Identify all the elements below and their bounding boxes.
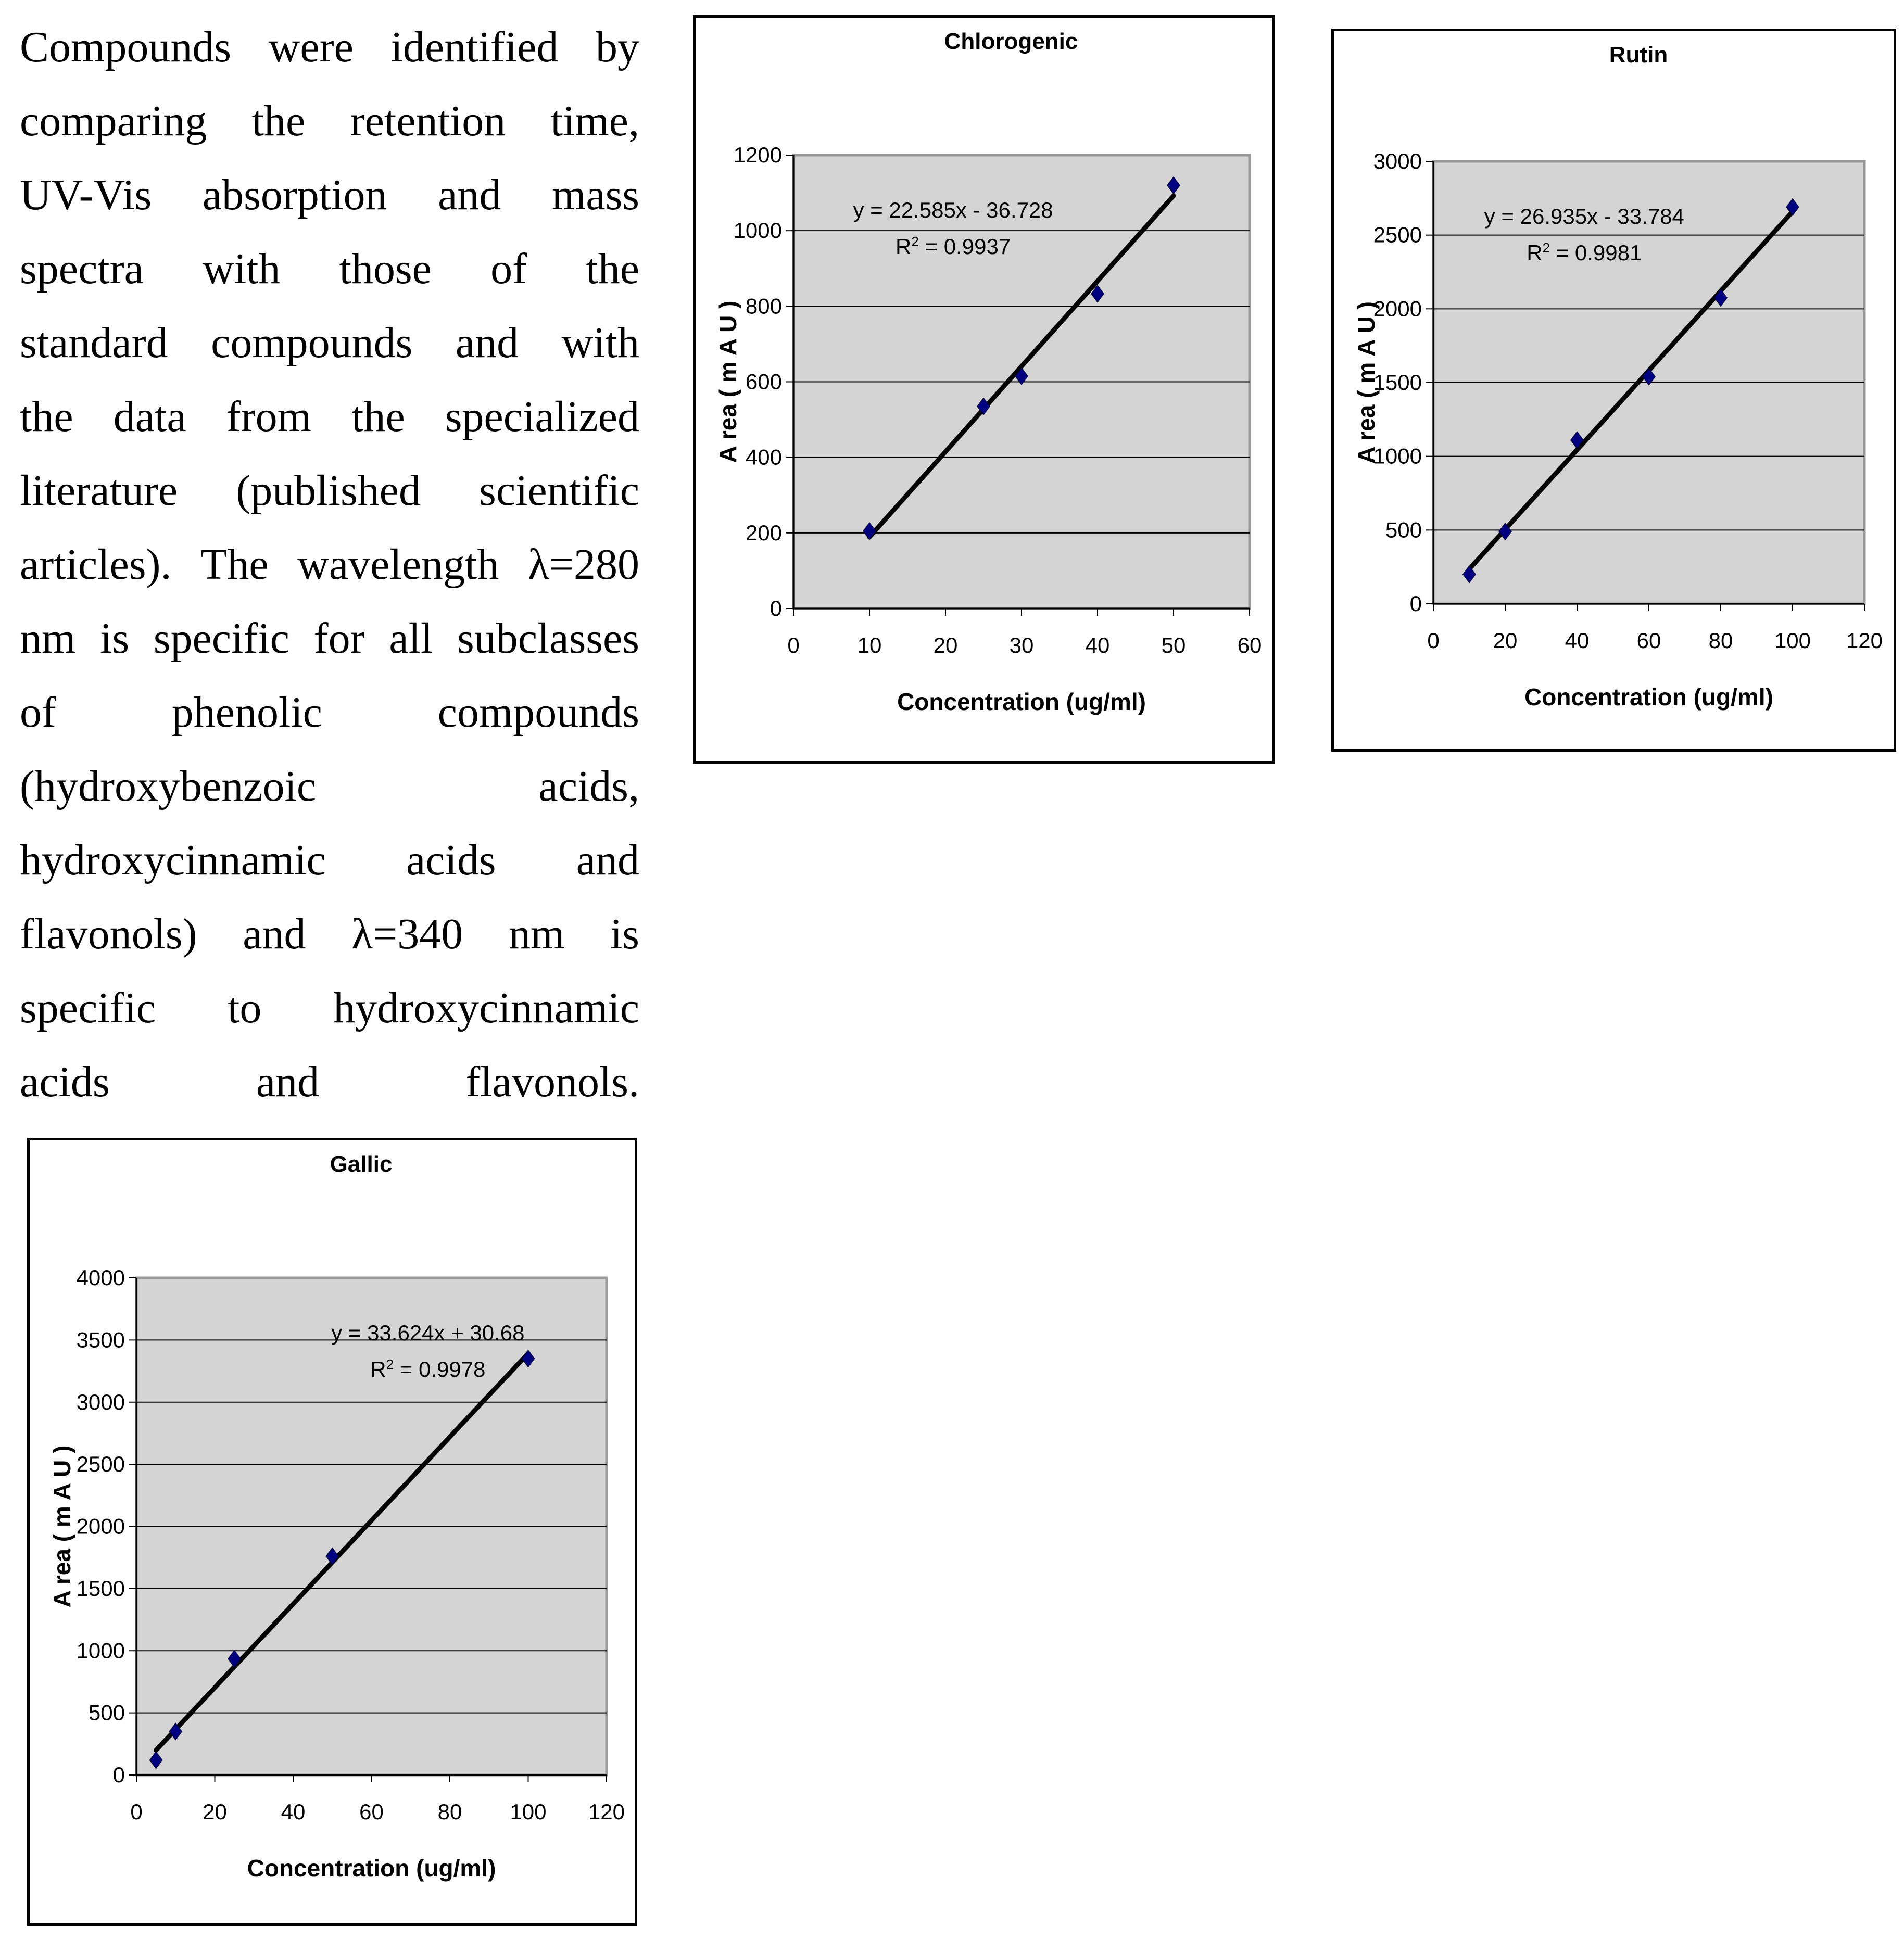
word: literature bbox=[20, 466, 178, 515]
x-tick-label: 120 bbox=[1846, 628, 1883, 653]
chart-title: Rutin bbox=[1609, 42, 1668, 68]
word: The bbox=[200, 540, 269, 589]
trendline-equation: y = 26.935x - 33.784 bbox=[1484, 204, 1684, 229]
paragraph-line bbox=[20, 306, 639, 380]
paragraph-line bbox=[20, 971, 639, 1045]
chart-svg bbox=[30, 1140, 640, 1929]
word: the bbox=[20, 392, 73, 441]
word: by bbox=[595, 23, 639, 71]
x-tick-label: 0 bbox=[130, 1799, 143, 1824]
word: specific bbox=[153, 614, 289, 663]
y-tick-label: 3000 bbox=[76, 1389, 125, 1414]
y-tick-label: 1000 bbox=[733, 218, 782, 243]
word: with bbox=[203, 245, 281, 293]
word: the bbox=[251, 97, 306, 145]
word: for bbox=[313, 614, 365, 663]
x-tick-label: 20 bbox=[1493, 628, 1518, 653]
y-tick-label: 600 bbox=[745, 369, 782, 394]
chart-chlorogenic bbox=[693, 15, 1275, 764]
word: wavelength bbox=[297, 540, 499, 589]
y-tick-label: 200 bbox=[745, 520, 782, 545]
chart-svg bbox=[1334, 31, 1899, 754]
word: and bbox=[256, 1058, 320, 1106]
word: and bbox=[243, 910, 306, 958]
x-tick-label: 60 bbox=[1636, 628, 1661, 653]
y-tick-label: 500 bbox=[1385, 517, 1422, 542]
chart-svg bbox=[696, 18, 1277, 766]
y-tick-label: 1500 bbox=[1373, 370, 1422, 395]
word: nm bbox=[20, 614, 76, 663]
word: λ=340 bbox=[351, 910, 463, 958]
y-tick-label: 2000 bbox=[76, 1514, 125, 1539]
word: scientific bbox=[479, 466, 639, 515]
word: compounds bbox=[437, 688, 639, 737]
paragraph-line bbox=[20, 602, 639, 676]
x-tick-label: 20 bbox=[933, 633, 958, 657]
word: data bbox=[113, 392, 186, 441]
x-tick-label: 100 bbox=[1774, 628, 1811, 653]
word: standard bbox=[20, 319, 168, 367]
y-tick-label: 2500 bbox=[76, 1452, 125, 1477]
word: acids bbox=[20, 1058, 110, 1106]
y-axis-label: A rea ( m A U ) bbox=[714, 300, 741, 463]
word: flavonols) bbox=[20, 910, 197, 958]
word: absorption bbox=[202, 171, 387, 219]
word: and bbox=[438, 171, 501, 219]
word: is bbox=[610, 910, 639, 958]
chart-title: Gallic bbox=[330, 1151, 393, 1177]
x-axis-label: Concentration (ug/ml) bbox=[897, 688, 1146, 715]
x-tick-label: 50 bbox=[1161, 633, 1186, 657]
word: compounds bbox=[211, 319, 413, 367]
chart-rutin bbox=[1331, 29, 1896, 752]
x-tick-label: 30 bbox=[1009, 633, 1034, 657]
word: articles). bbox=[20, 540, 172, 589]
word: hydroxycinnamic bbox=[333, 984, 639, 1032]
paragraph-line bbox=[20, 380, 639, 454]
word: retention bbox=[350, 97, 506, 145]
paragraph-line bbox=[20, 10, 639, 84]
x-tick-label: 40 bbox=[1565, 628, 1590, 653]
chart-gallic bbox=[27, 1138, 637, 1926]
word: UV-Vis bbox=[20, 171, 152, 219]
x-tick-label: 100 bbox=[510, 1799, 547, 1824]
y-tick-label: 1000 bbox=[76, 1638, 125, 1663]
word: those bbox=[339, 245, 432, 293]
y-tick-label: 500 bbox=[88, 1700, 125, 1725]
paragraph-line bbox=[20, 232, 639, 306]
word: with bbox=[561, 319, 639, 367]
word: is bbox=[100, 614, 130, 663]
word: and bbox=[455, 319, 519, 367]
x-tick-label: 40 bbox=[1085, 633, 1110, 657]
x-tick-label: 0 bbox=[787, 633, 800, 657]
word: phenolic bbox=[171, 688, 322, 737]
word: subclasses bbox=[457, 614, 639, 663]
y-tick-label: 2500 bbox=[1373, 222, 1422, 247]
word: from bbox=[226, 392, 312, 441]
word: the bbox=[351, 392, 405, 441]
x-tick-label: 10 bbox=[857, 633, 882, 657]
y-axis-label: A rea ( m A U ) bbox=[48, 1445, 75, 1608]
x-axis-label: Concentration (ug/ml) bbox=[247, 1855, 496, 1882]
y-tick-label: 1200 bbox=[733, 143, 782, 167]
x-tick-label: 20 bbox=[203, 1799, 227, 1824]
word: (hydroxybenzoic bbox=[20, 762, 317, 810]
word: and bbox=[576, 836, 639, 884]
word: flavonols. bbox=[465, 1058, 639, 1106]
paragraph-line bbox=[20, 897, 639, 971]
trendline-equation: y = 22.585x - 36.728 bbox=[853, 198, 1053, 222]
r-squared-label: $R^2 = 0.9978$ bbox=[370, 1356, 486, 1381]
word: were bbox=[268, 23, 354, 71]
word: (published bbox=[236, 466, 421, 515]
y-tick-label: 2000 bbox=[1373, 296, 1422, 321]
x-tick-label: 80 bbox=[1708, 628, 1733, 653]
word: spectra bbox=[20, 245, 144, 293]
trendline-equation: y = 33.624x + 30.68 bbox=[331, 1321, 525, 1345]
paragraph-line bbox=[20, 1045, 639, 1119]
r-squared-label: $R^2 = 0.9981$ bbox=[1527, 240, 1642, 265]
paragraph-line bbox=[20, 454, 639, 528]
x-axis-label: Concentration (ug/ml) bbox=[1524, 683, 1773, 711]
word: λ=280 bbox=[527, 540, 639, 589]
word: nm bbox=[508, 910, 565, 958]
y-tick-label: 3000 bbox=[1373, 149, 1422, 173]
word: specific bbox=[20, 984, 156, 1032]
word: Compounds bbox=[20, 23, 232, 71]
y-tick-label: 1000 bbox=[1373, 443, 1422, 468]
y-tick-label: 0 bbox=[112, 1763, 125, 1787]
word: acids, bbox=[538, 762, 639, 810]
word: of bbox=[20, 688, 56, 737]
y-tick-label: 0 bbox=[770, 596, 782, 620]
word: the bbox=[586, 245, 639, 293]
word: identified bbox=[390, 23, 559, 71]
chart-title: Chlorogenic bbox=[944, 29, 1078, 54]
y-tick-label: 800 bbox=[745, 294, 782, 319]
body-paragraph bbox=[20, 10, 639, 1119]
paragraph-line bbox=[20, 823, 639, 897]
paragraph-line bbox=[20, 528, 639, 602]
word: of bbox=[490, 245, 527, 293]
y-tick-label: 3500 bbox=[76, 1327, 125, 1352]
x-tick-label: 80 bbox=[437, 1799, 462, 1824]
r-squared-label: $R^2 = 0.9937$ bbox=[896, 234, 1011, 259]
x-tick-label: 0 bbox=[1427, 628, 1440, 653]
x-tick-label: 60 bbox=[1237, 633, 1262, 657]
y-tick-label: 4000 bbox=[76, 1265, 125, 1290]
word: all bbox=[389, 614, 433, 663]
y-tick-label: 400 bbox=[745, 445, 782, 470]
paragraph-line bbox=[20, 750, 639, 823]
y-axis-label: A rea ( m A U ) bbox=[1353, 301, 1380, 464]
paragraph-line bbox=[20, 84, 639, 158]
word: to bbox=[228, 984, 262, 1032]
y-tick-label: 0 bbox=[1409, 591, 1422, 616]
word: mass bbox=[551, 171, 639, 219]
word: acids bbox=[406, 836, 496, 884]
word: hydroxycinnamic bbox=[20, 836, 326, 884]
x-tick-label: 40 bbox=[281, 1799, 306, 1824]
x-tick-label: 120 bbox=[588, 1799, 625, 1824]
word: comparing bbox=[20, 97, 207, 145]
paragraph-line bbox=[20, 676, 639, 750]
word: time, bbox=[550, 97, 639, 145]
paragraph-line bbox=[20, 158, 639, 232]
y-tick-label: 1500 bbox=[76, 1576, 125, 1601]
x-tick-label: 60 bbox=[359, 1799, 384, 1824]
word: specialized bbox=[445, 392, 639, 441]
